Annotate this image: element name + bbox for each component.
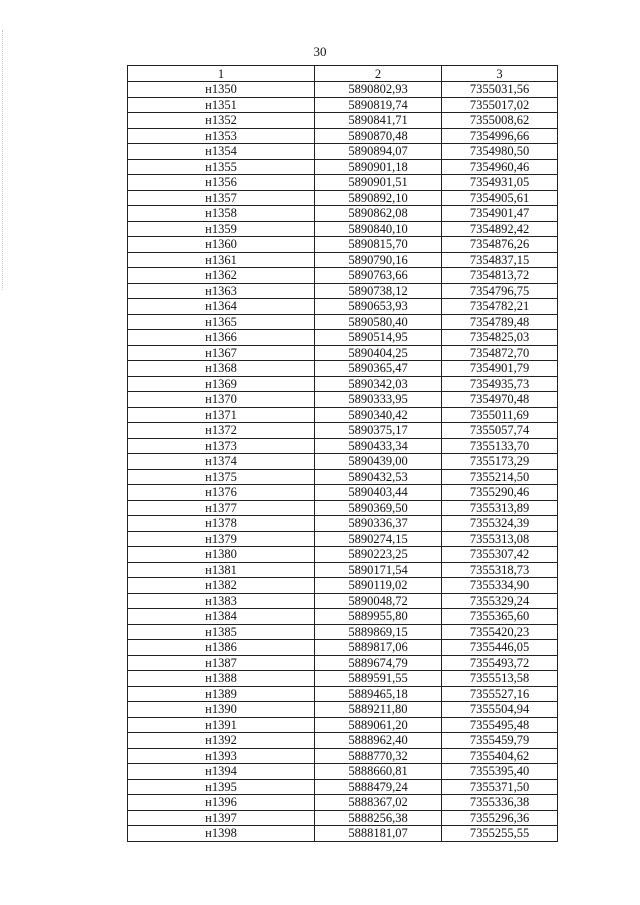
point-name-cell: н1395 — [128, 779, 315, 795]
table-row — [128, 345, 558, 361]
x-coordinate-cell: 5890892,10 — [315, 190, 442, 206]
x-coordinate-cell: 5890819,74 — [315, 97, 442, 113]
table-row — [128, 454, 558, 470]
x-coordinate-cell: 5889465,18 — [315, 686, 442, 702]
x-coordinate-cell: 5890403,44 — [315, 485, 442, 501]
y-coordinate-cell: 7355404,62 — [442, 748, 558, 764]
table-row — [128, 748, 558, 764]
table-row — [128, 516, 558, 532]
point-name-cell: н1356 — [128, 175, 315, 191]
x-coordinate-cell: 5890738,12 — [315, 283, 442, 299]
y-coordinate-cell: 7354960,46 — [442, 159, 558, 175]
point-name-cell: н1389 — [128, 686, 315, 702]
y-coordinate-cell: 7354996,66 — [442, 128, 558, 144]
table-row — [128, 826, 558, 842]
y-coordinate-cell: 7354813,72 — [442, 268, 558, 284]
x-coordinate-cell: 5889869,15 — [315, 624, 442, 640]
x-coordinate-cell: 5889591,55 — [315, 671, 442, 687]
table-row — [128, 299, 558, 315]
x-coordinate-cell: 5890815,70 — [315, 237, 442, 253]
point-name-cell: н1350 — [128, 82, 315, 98]
x-coordinate-cell: 5888181,07 — [315, 826, 442, 842]
table-row — [128, 562, 558, 578]
table-row — [128, 624, 558, 640]
table-row — [128, 159, 558, 175]
table-row — [128, 671, 558, 687]
table-row — [128, 702, 558, 718]
table-row — [128, 686, 558, 702]
point-name-cell: н1358 — [128, 206, 315, 222]
x-coordinate-cell: 5889674,79 — [315, 655, 442, 671]
table-row — [128, 376, 558, 392]
y-coordinate-cell: 7355446,05 — [442, 640, 558, 656]
x-coordinate-cell: 5890342,03 — [315, 376, 442, 392]
y-coordinate-cell: 7354935,73 — [442, 376, 558, 392]
y-coordinate-cell: 7355420,23 — [442, 624, 558, 640]
table-row — [128, 252, 558, 268]
point-name-cell: н1365 — [128, 314, 315, 330]
point-name-cell: н1392 — [128, 733, 315, 749]
table-row — [128, 640, 558, 656]
point-name-cell: н1383 — [128, 593, 315, 609]
y-coordinate-cell: 7355313,08 — [442, 531, 558, 547]
x-coordinate-cell: 5890439,00 — [315, 454, 442, 470]
point-name-cell: н1387 — [128, 655, 315, 671]
y-coordinate-cell: 7354876,26 — [442, 237, 558, 253]
y-coordinate-cell: 7355336,38 — [442, 795, 558, 811]
x-coordinate-cell: 5890580,40 — [315, 314, 442, 330]
y-coordinate-cell: 7355031,56 — [442, 82, 558, 98]
point-name-cell: н1353 — [128, 128, 315, 144]
table-row — [128, 655, 558, 671]
y-coordinate-cell: 7355318,73 — [442, 562, 558, 578]
column-header-1: 1 — [128, 66, 315, 82]
x-coordinate-cell: 5888256,38 — [315, 810, 442, 826]
x-coordinate-cell: 5889955,80 — [315, 609, 442, 625]
y-coordinate-cell: 7355365,60 — [442, 609, 558, 625]
y-coordinate-cell: 7355214,50 — [442, 469, 558, 485]
x-coordinate-cell: 5888660,81 — [315, 764, 442, 780]
point-name-cell: н1386 — [128, 640, 315, 656]
point-name-cell: н1398 — [128, 826, 315, 842]
table-row — [128, 779, 558, 795]
table-row — [128, 283, 558, 299]
column-header-3: 3 — [442, 66, 558, 82]
table-row — [128, 128, 558, 144]
table-row — [128, 547, 558, 563]
x-coordinate-cell: 5889211,80 — [315, 702, 442, 718]
x-coordinate-cell: 5890901,18 — [315, 159, 442, 175]
table-row — [128, 175, 558, 191]
y-coordinate-cell: 7354901,47 — [442, 206, 558, 222]
y-coordinate-cell: 7355334,90 — [442, 578, 558, 594]
x-coordinate-cell: 5890763,66 — [315, 268, 442, 284]
x-coordinate-cell: 5890894,07 — [315, 144, 442, 160]
point-name-cell: н1351 — [128, 97, 315, 113]
point-name-cell: н1369 — [128, 376, 315, 392]
y-coordinate-cell: 7354970,48 — [442, 392, 558, 408]
point-name-cell: н1379 — [128, 531, 315, 547]
table-row — [128, 764, 558, 780]
point-name-cell: н1360 — [128, 237, 315, 253]
y-coordinate-cell: 7355133,70 — [442, 438, 558, 454]
page-number: 30 — [313, 44, 327, 59]
table-row — [128, 485, 558, 501]
y-coordinate-cell: 7355011,69 — [442, 407, 558, 423]
x-coordinate-cell: 5890514,95 — [315, 330, 442, 346]
table-row — [128, 423, 558, 439]
y-coordinate-cell: 7355017,02 — [442, 97, 558, 113]
x-coordinate-cell: 5890404,25 — [315, 345, 442, 361]
y-coordinate-cell: 7355255,55 — [442, 826, 558, 842]
y-coordinate-cell: 7354789,48 — [442, 314, 558, 330]
table-row — [128, 97, 558, 113]
x-coordinate-cell: 5888770,32 — [315, 748, 442, 764]
point-name-cell: н1355 — [128, 159, 315, 175]
point-name-cell: н1397 — [128, 810, 315, 826]
x-coordinate-cell: 5890375,17 — [315, 423, 442, 439]
point-name-cell: н1375 — [128, 469, 315, 485]
table-row — [128, 717, 558, 733]
table-row — [128, 206, 558, 222]
x-coordinate-cell: 5890048,72 — [315, 593, 442, 609]
y-coordinate-cell: 7354825,03 — [442, 330, 558, 346]
point-name-cell: н1366 — [128, 330, 315, 346]
table-row — [128, 500, 558, 516]
x-coordinate-cell: 5890870,48 — [315, 128, 442, 144]
point-name-cell: н1394 — [128, 764, 315, 780]
y-coordinate-cell: 7355495,48 — [442, 717, 558, 733]
x-coordinate-cell: 5890365,47 — [315, 361, 442, 377]
y-coordinate-cell: 7355395,40 — [442, 764, 558, 780]
column-header-2: 2 — [315, 66, 442, 82]
x-coordinate-cell: 5890841,71 — [315, 113, 442, 129]
y-coordinate-cell: 7355504,94 — [442, 702, 558, 718]
table-row — [128, 144, 558, 160]
y-coordinate-cell: 7355290,46 — [442, 485, 558, 501]
table-row — [128, 609, 558, 625]
y-coordinate-cell: 7354796,75 — [442, 283, 558, 299]
x-coordinate-cell: 5890840,10 — [315, 221, 442, 237]
x-coordinate-cell: 5889817,06 — [315, 640, 442, 656]
x-coordinate-cell: 5890119,02 — [315, 578, 442, 594]
point-name-cell: н1385 — [128, 624, 315, 640]
table-row — [128, 733, 558, 749]
table-row — [128, 593, 558, 609]
point-name-cell: н1382 — [128, 578, 315, 594]
table-row — [128, 531, 558, 547]
table-row — [128, 810, 558, 826]
y-coordinate-cell: 7355008,62 — [442, 113, 558, 129]
table-row — [128, 82, 558, 98]
table-body — [128, 82, 558, 842]
point-name-cell: н1357 — [128, 190, 315, 206]
x-coordinate-cell: 5890333,95 — [315, 392, 442, 408]
point-name-cell: н1362 — [128, 268, 315, 284]
y-coordinate-cell: 7354872,70 — [442, 345, 558, 361]
x-coordinate-cell: 5890433,34 — [315, 438, 442, 454]
table-row — [128, 330, 558, 346]
y-coordinate-cell: 7354901,79 — [442, 361, 558, 377]
point-name-cell: н1391 — [128, 717, 315, 733]
point-name-cell: н1354 — [128, 144, 315, 160]
x-coordinate-cell: 5889061,20 — [315, 717, 442, 733]
y-coordinate-cell: 7355307,42 — [442, 547, 558, 563]
x-coordinate-cell: 5890336,37 — [315, 516, 442, 532]
header-row — [128, 66, 558, 82]
table-header — [128, 66, 558, 82]
coordinates-table — [127, 65, 558, 842]
point-name-cell: н1390 — [128, 702, 315, 718]
y-coordinate-cell: 7355324,39 — [442, 516, 558, 532]
table-row — [128, 314, 558, 330]
table-row — [128, 795, 558, 811]
x-coordinate-cell: 5890369,50 — [315, 500, 442, 516]
table-row — [128, 438, 558, 454]
y-coordinate-cell: 7355459,79 — [442, 733, 558, 749]
point-name-cell: н1364 — [128, 299, 315, 315]
y-coordinate-cell: 7355313,89 — [442, 500, 558, 516]
y-coordinate-cell: 7354837,15 — [442, 252, 558, 268]
y-coordinate-cell: 7355057,74 — [442, 423, 558, 439]
table-row — [128, 469, 558, 485]
y-coordinate-cell: 7354905,61 — [442, 190, 558, 206]
y-coordinate-cell: 7355527,16 — [442, 686, 558, 702]
point-name-cell: н1359 — [128, 221, 315, 237]
point-name-cell: н1388 — [128, 671, 315, 687]
table-row — [128, 361, 558, 377]
table-row — [128, 221, 558, 237]
point-name-cell: н1361 — [128, 252, 315, 268]
y-coordinate-cell: 7355296,36 — [442, 810, 558, 826]
table-row — [128, 407, 558, 423]
x-coordinate-cell: 5890802,93 — [315, 82, 442, 98]
x-coordinate-cell: 5890862,08 — [315, 206, 442, 222]
y-coordinate-cell: 7355493,72 — [442, 655, 558, 671]
y-coordinate-cell: 7354931,05 — [442, 175, 558, 191]
x-coordinate-cell: 5890432,53 — [315, 469, 442, 485]
point-name-cell: н1374 — [128, 454, 315, 470]
point-name-cell: н1384 — [128, 609, 315, 625]
x-coordinate-cell: 5888367,02 — [315, 795, 442, 811]
x-coordinate-cell: 5890653,93 — [315, 299, 442, 315]
y-coordinate-cell: 7355513,58 — [442, 671, 558, 687]
y-coordinate-cell: 7355329,24 — [442, 593, 558, 609]
x-coordinate-cell: 5890274,15 — [315, 531, 442, 547]
y-coordinate-cell: 7355371,50 — [442, 779, 558, 795]
table-row — [128, 392, 558, 408]
point-name-cell: н1368 — [128, 361, 315, 377]
table-row — [128, 237, 558, 253]
point-name-cell: н1381 — [128, 562, 315, 578]
point-name-cell: н1373 — [128, 438, 315, 454]
point-name-cell: н1376 — [128, 485, 315, 501]
y-coordinate-cell: 7354782,21 — [442, 299, 558, 315]
y-coordinate-cell: 7355173,29 — [442, 454, 558, 470]
point-name-cell: н1396 — [128, 795, 315, 811]
x-coordinate-cell: 5890171,54 — [315, 562, 442, 578]
point-name-cell: н1367 — [128, 345, 315, 361]
point-name-cell: н1378 — [128, 516, 315, 532]
point-name-cell: н1371 — [128, 407, 315, 423]
x-coordinate-cell: 5890223,25 — [315, 547, 442, 563]
table-row — [128, 190, 558, 206]
point-name-cell: н1380 — [128, 547, 315, 563]
point-name-cell: н1393 — [128, 748, 315, 764]
table-row — [128, 268, 558, 284]
y-coordinate-cell: 7354892,42 — [442, 221, 558, 237]
point-name-cell: н1372 — [128, 423, 315, 439]
point-name-cell: н1377 — [128, 500, 315, 516]
table-row — [128, 113, 558, 129]
table-row — [128, 578, 558, 594]
x-coordinate-cell: 5888479,24 — [315, 779, 442, 795]
point-name-cell: н1370 — [128, 392, 315, 408]
x-coordinate-cell: 5890901,51 — [315, 175, 442, 191]
x-coordinate-cell: 5890340,42 — [315, 407, 442, 423]
point-name-cell: н1352 — [128, 113, 315, 129]
y-coordinate-cell: 7354980,50 — [442, 144, 558, 160]
point-name-cell: н1363 — [128, 283, 315, 299]
margin-scan-marks — [2, 30, 6, 290]
x-coordinate-cell: 5888962,40 — [315, 733, 442, 749]
x-coordinate-cell: 5890790,16 — [315, 252, 442, 268]
